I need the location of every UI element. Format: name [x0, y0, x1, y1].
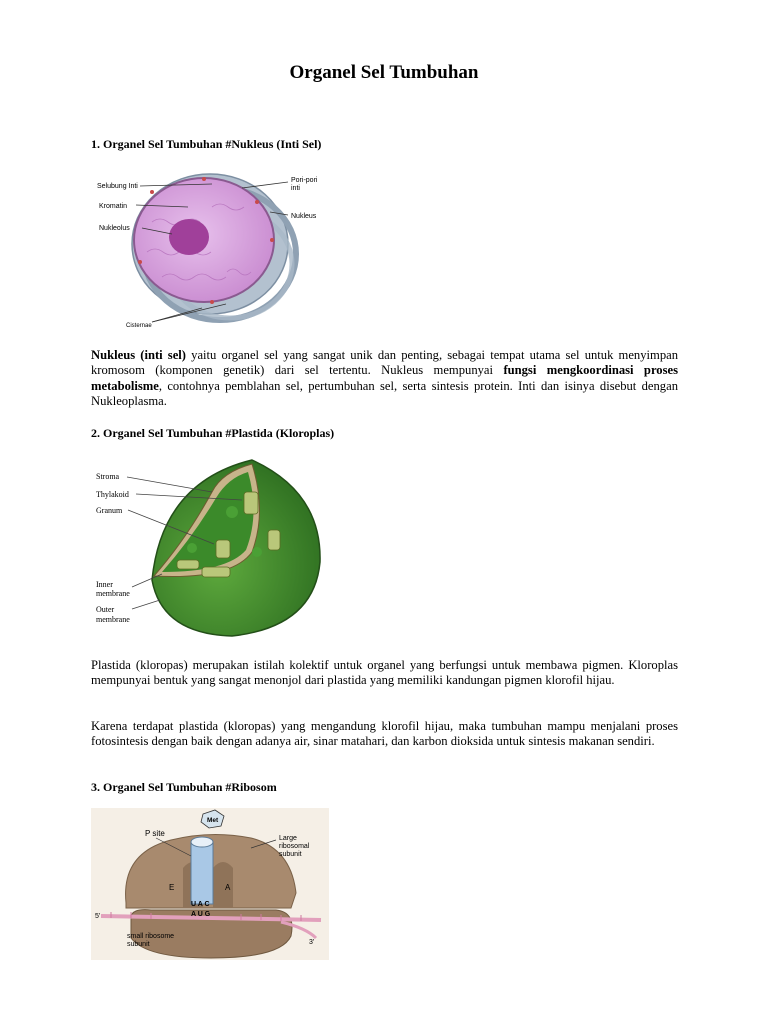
label-thylakoid: Thylakoid — [96, 490, 129, 499]
label-stroma: Stroma — [96, 472, 120, 481]
section-heading-ribosom: 3. Organel Sel Tumbuhan #Ribosom — [91, 780, 277, 794]
ribosome-figure — [91, 808, 329, 960]
bold-fungsi-term: fungsi mengkoordinasi proses metabolisme — [91, 363, 678, 393]
nucleus-figure — [92, 162, 332, 334]
paragraph-plastida-2: Karena terdapat plastida (kloropas) yang mengandung klorofil hijau, maka tumbuhan mampu menjalani proses fotosintesis dengan baik dengan adanya air, sinar matahari, dan karbon dioksida untuk sintesis makanan sendiri. — [91, 719, 678, 749]
label-a-site: A — [225, 883, 231, 892]
paragraph-text: yaitu organel sel yang sangat unik dan penting, sebagai tempat utama sel untuk menyimpan kromosom (komponen genetik) dari sel tertentu. Nukleus mempunyai — [91, 348, 679, 378]
bold-nukleus-term: Nukleus (inti sel) — [91, 348, 186, 362]
label-small-subunit: subunit — [127, 941, 150, 948]
chloroplast-figure — [92, 452, 328, 642]
label-3-prime: 3' — [309, 939, 315, 946]
label-kromatin: Kromatin — [99, 203, 128, 210]
label-selubung-inti: Selubung Inti — [97, 183, 138, 190]
label-cisternae: Cisternae — [126, 323, 152, 329]
label-anticodon: U A C — [191, 901, 210, 908]
label-subunit: subunit — [279, 851, 302, 858]
page-title: Organel Sel Tumbuhan — [289, 62, 479, 83]
label-e-site: E — [169, 883, 175, 892]
label-codon: A U G — [191, 911, 211, 918]
label-5-prime: 5' — [95, 913, 101, 920]
label-inner-membrane: membrane — [96, 589, 130, 598]
label-large: Large — [279, 835, 297, 842]
label-pori-pori: Pori-pori — [291, 177, 318, 184]
paragraph-plastida-1: Plastida (kloropas) merupakan istilah kolektif untuk organel yang berfungsi untuk membawa pigmen. Kloroplas mempunyai bentuk yang sangat menonjol dari plastida yang memiliki kandungan pigmen klorofil hijau. — [91, 658, 678, 688]
label-inti: inti — [291, 185, 300, 192]
section-heading-nukleus: 1. Organel Sel Tumbuhan #Nukleus (Inti Sel) — [91, 137, 322, 151]
label-nukleus: Nukleus — [291, 213, 317, 220]
section-heading-plastida: 2. Organel Sel Tumbuhan #Plastida (Kloroplas) — [91, 426, 335, 440]
paragraph-text: , contohnya pemblahan sel, pertumbuhan sel, serta sintesis protein. Inti dan isinya disebut dengan Nukleoplasma. — [91, 378, 678, 409]
label-nukleolus: Nukleolus — [99, 225, 130, 232]
paragraph-nukleus — [91, 348, 678, 410]
label-granum: Granum — [96, 506, 123, 515]
label-small-ribosome: small ribosome — [127, 933, 175, 940]
label-outer-membrane: membrane — [96, 615, 130, 624]
label-inner: Inner — [96, 580, 113, 589]
label-ribosomal: ribosomal — [279, 843, 310, 850]
label-outer: Outer — [96, 605, 115, 614]
label-met: Met — [207, 817, 219, 824]
label-p-site: P site — [145, 829, 165, 838]
